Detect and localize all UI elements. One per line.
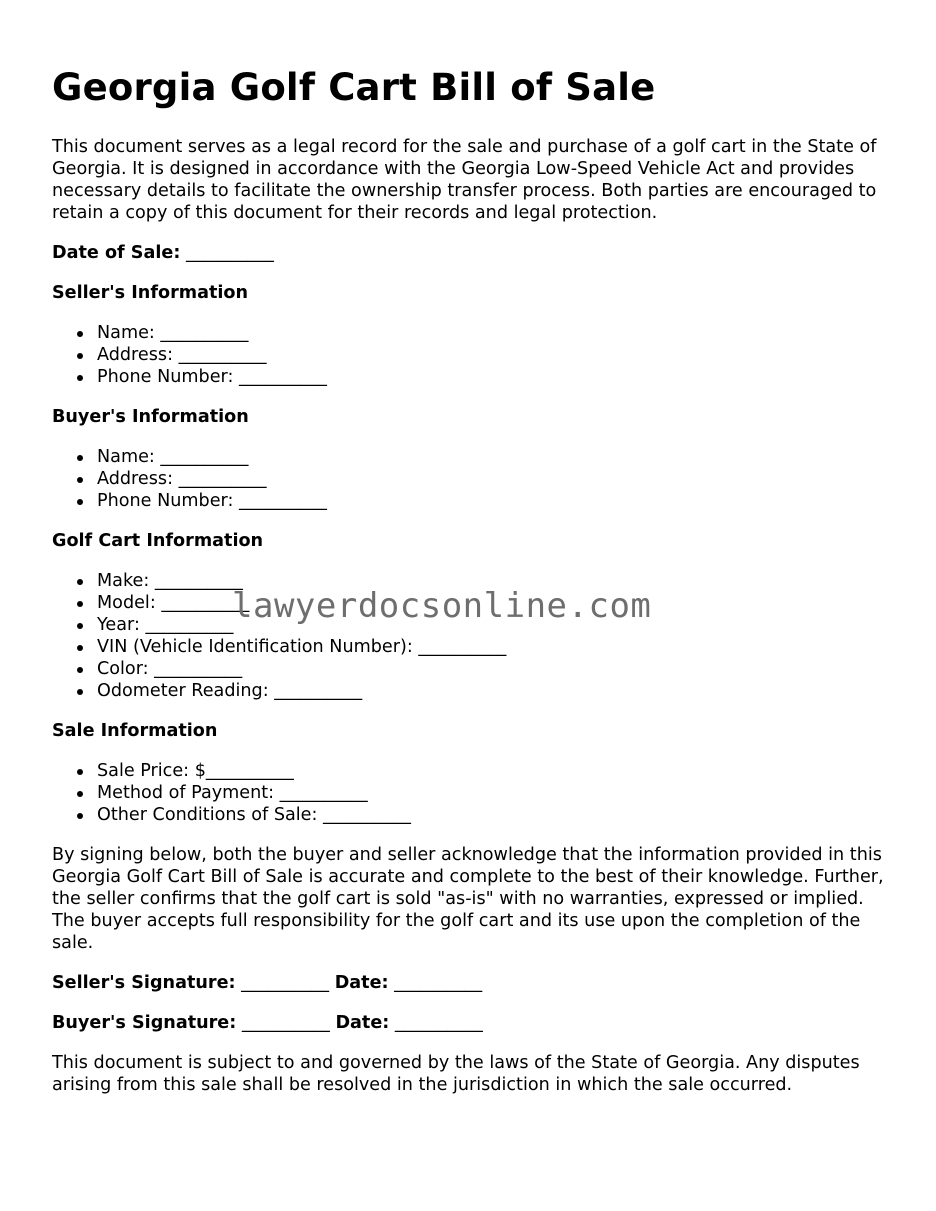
- date-of-sale-label: Date of Sale:: [52, 243, 181, 263]
- buyer-signature-line: [52, 1012, 892, 1034]
- buyer-signature-label: Buyer's Signature:: [52, 1013, 237, 1033]
- other-conditions-item: Other Conditions of Sale: __________: [97, 804, 892, 826]
- seller-phone-item: Phone Number: __________: [97, 366, 892, 388]
- cart-model-item: Model: __________: [97, 592, 892, 614]
- seller-address-item: Address: __________: [97, 344, 892, 366]
- seller-date-label: Date:: [334, 973, 389, 993]
- buyer-address-item: Address: __________: [97, 468, 892, 490]
- golf-cart-heading: Golf Cart Information: [52, 531, 264, 551]
- watermark: lawyerdocsonline.com: [232, 586, 652, 626]
- seller-name-item: Name: __________: [97, 322, 892, 344]
- cart-year-item: Year: __________: [97, 614, 892, 636]
- buyer-heading: Buyer's Information: [52, 407, 249, 427]
- payment-method-item: Method of Payment: __________: [97, 782, 892, 804]
- buyer-list: [52, 446, 892, 512]
- date-of-sale-line: [52, 242, 892, 264]
- cart-odometer-item: Odometer Reading: __________: [97, 680, 892, 702]
- cart-vin-item: VIN (Vehicle Identification Number): __________: [97, 636, 892, 658]
- seller-signature-label: Seller's Signature:: [52, 973, 236, 993]
- seller-heading: Seller's Information: [52, 283, 249, 303]
- buyer-date-blank: __________: [389, 1013, 483, 1033]
- golf-cart-list: [52, 570, 892, 702]
- governing-law-paragraph: This document is subject to and governed by the laws of the State of Georgia. Any disputes arising from this sale shall be resolved in the jurisdiction in which the sale occurred.: [52, 1053, 860, 1095]
- buyer-signature-blank: __________: [236, 1013, 336, 1033]
- date-of-sale-blank: __________: [180, 243, 274, 263]
- seller-date-blank: __________: [388, 973, 483, 993]
- document-title: Georgia Golf Cart Bill of Sale: [52, 66, 656, 109]
- acknowledgement-paragraph: By signing below, both the buyer and seller acknowledge that the information provided in this Georgia Golf Cart Bill of Sale is accurate and complete to the best of their knowledge. Further, the seller confirms that the golf cart is sold "as-is" with no warranties, expressed or implied. The buyer accepts full responsibility for the golf cart and its use upon the completion of the sale.: [52, 845, 884, 953]
- intro-paragraph: This document serves as a legal record for the sale and purchase of a golf cart in the State of Georgia. It is designed in accordance with the Georgia Low-Speed Vehicle Act and provides necessary details to facilitate the ownership transfer process. Both parties are encouraged to retain a copy of this document for their records and legal protection.: [52, 137, 877, 223]
- seller-signature-line: [52, 972, 892, 994]
- sale-list: [52, 760, 892, 826]
- seller-list: [52, 322, 892, 388]
- cart-make-item: Make: __________: [97, 570, 892, 592]
- cart-color-item: Color: __________: [97, 658, 892, 680]
- buyer-phone-item: Phone Number: __________: [97, 490, 892, 512]
- buyer-date-label: Date:: [335, 1013, 390, 1033]
- sale-heading: Sale Information: [52, 721, 218, 741]
- sale-price-item: Sale Price: $__________: [97, 760, 892, 782]
- document-page: [52, 64, 892, 1114]
- buyer-name-item: Name: __________: [97, 446, 892, 468]
- seller-signature-blank: __________: [235, 973, 335, 993]
